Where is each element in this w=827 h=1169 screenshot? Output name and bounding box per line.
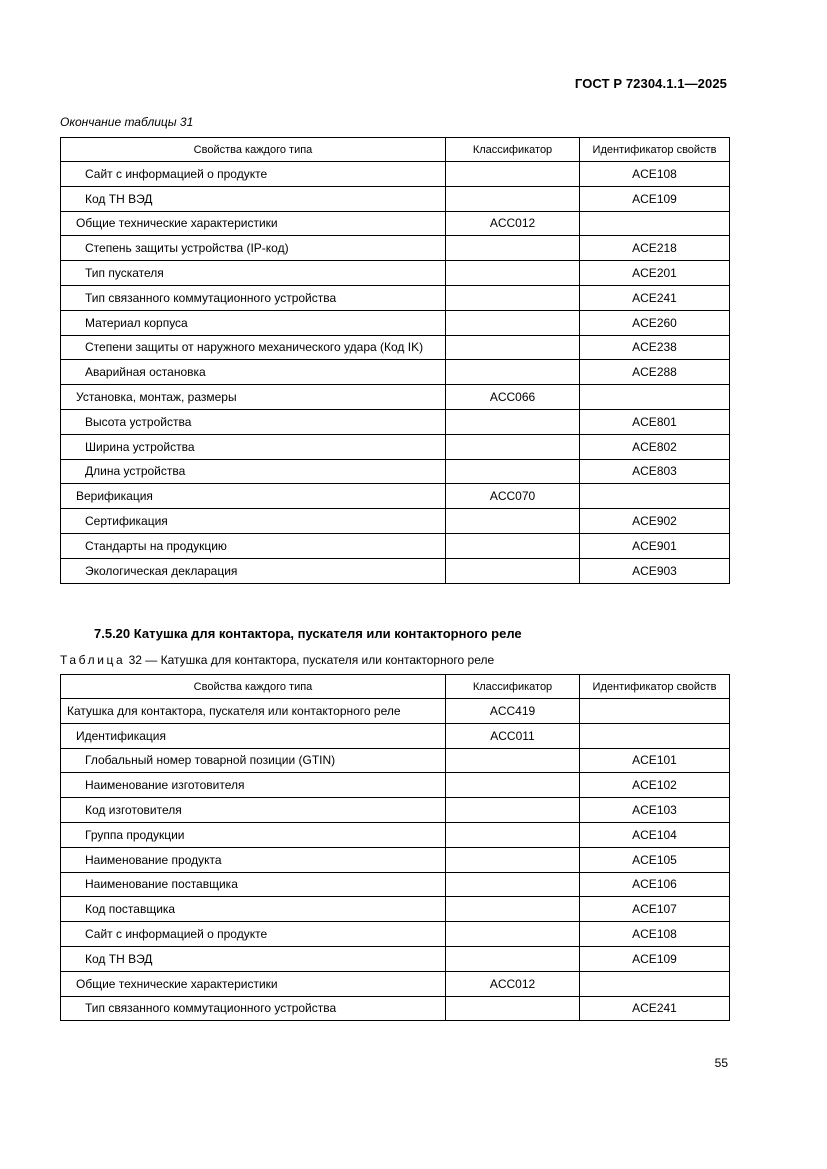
column-header-properties: Свойства каждого типа bbox=[61, 675, 446, 699]
classifier-cell bbox=[446, 360, 580, 385]
table-row bbox=[61, 996, 730, 1021]
property-name-cell: Материал корпуса bbox=[61, 310, 446, 335]
classifier-cell bbox=[446, 798, 580, 823]
property-name-cell: Стандарты на продукцию bbox=[61, 533, 446, 558]
classifier-cell bbox=[446, 822, 580, 847]
table-row bbox=[61, 558, 730, 583]
property-id-cell bbox=[580, 385, 730, 410]
table-row bbox=[61, 211, 730, 236]
classifier-cell bbox=[446, 897, 580, 922]
property-name-cell: Тип пускателя bbox=[61, 261, 446, 286]
table-row bbox=[61, 723, 730, 748]
property-name-cell: Ширина устройства bbox=[61, 434, 446, 459]
classifier-cell bbox=[446, 459, 580, 484]
table-row bbox=[61, 360, 730, 385]
property-id-cell: ACE108 bbox=[580, 922, 730, 947]
property-id-cell bbox=[580, 211, 730, 236]
property-id-cell: ACE260 bbox=[580, 310, 730, 335]
property-id-cell: ACE801 bbox=[580, 409, 730, 434]
column-header-properties: Свойства каждого типа bbox=[61, 138, 446, 162]
table-row bbox=[61, 847, 730, 872]
property-name-cell: Степень защиты устройства (IP-код) bbox=[61, 236, 446, 261]
classifier-cell: ACC070 bbox=[446, 484, 580, 509]
column-header-classifier: Классификатор bbox=[446, 675, 580, 699]
classifier-cell bbox=[446, 434, 580, 459]
property-name-cell: Группа продукции bbox=[61, 822, 446, 847]
property-id-cell: ACE241 bbox=[580, 285, 730, 310]
property-name-cell: Верификация bbox=[61, 484, 446, 509]
property-id-cell bbox=[580, 971, 730, 996]
property-name-cell: Тип связанного коммутационного устройства bbox=[61, 285, 446, 310]
classifier-cell bbox=[446, 748, 580, 773]
property-name-cell: Тип связанного коммутационного устройства bbox=[61, 996, 446, 1021]
section-heading: 7.5.20 Катушка для контактора, пускателя или контакторного реле bbox=[94, 626, 522, 641]
property-name-cell: Сертификация bbox=[61, 509, 446, 534]
table-row bbox=[61, 285, 730, 310]
property-id-cell: ACE107 bbox=[580, 897, 730, 922]
table32-caption bbox=[60, 653, 494, 667]
property-id-cell: ACE103 bbox=[580, 798, 730, 823]
column-header-property-id: Идентификатор свойств bbox=[580, 675, 730, 699]
property-name-cell: Сайт с информацией о продукте bbox=[61, 922, 446, 947]
table-row bbox=[61, 872, 730, 897]
property-id-cell: ACE105 bbox=[580, 847, 730, 872]
table31-caption: Окончание таблицы 31 bbox=[60, 115, 194, 129]
table-row bbox=[61, 409, 730, 434]
property-id-cell: ACE901 bbox=[580, 533, 730, 558]
classifier-cell bbox=[446, 946, 580, 971]
property-name-cell: Степени защиты от наружного механического удара (Код IK) bbox=[61, 335, 446, 360]
classifier-cell bbox=[446, 558, 580, 583]
table-row bbox=[61, 236, 730, 261]
table31-body bbox=[61, 162, 730, 584]
property-name-cell: Длина устройства bbox=[61, 459, 446, 484]
table32-header-row bbox=[61, 675, 730, 699]
property-id-cell bbox=[580, 484, 730, 509]
classifier-cell bbox=[446, 409, 580, 434]
table32-caption-label: Таблица bbox=[60, 653, 126, 667]
property-name-cell: Наименование изготовителя bbox=[61, 773, 446, 798]
property-id-cell: ACE108 bbox=[580, 162, 730, 187]
classifier-cell bbox=[446, 285, 580, 310]
table-row bbox=[61, 162, 730, 187]
classifier-cell bbox=[446, 162, 580, 187]
property-id-cell: ACE238 bbox=[580, 335, 730, 360]
table-row bbox=[61, 186, 730, 211]
classifier-cell bbox=[446, 335, 580, 360]
property-name-cell: Катушка для контактора, пускателя или контакторного реле bbox=[61, 699, 446, 724]
property-id-cell bbox=[580, 699, 730, 724]
classifier-cell bbox=[446, 533, 580, 558]
property-name-cell: Код изготовителя bbox=[61, 798, 446, 823]
table-row bbox=[61, 261, 730, 286]
property-id-cell: ACE288 bbox=[580, 360, 730, 385]
property-id-cell: ACE104 bbox=[580, 822, 730, 847]
table31-header-row bbox=[61, 138, 730, 162]
property-name-cell: Глобальный номер товарной позиции (GTIN) bbox=[61, 748, 446, 773]
classifier-cell bbox=[446, 310, 580, 335]
property-id-cell: ACE902 bbox=[580, 509, 730, 534]
classifier-cell: ACC011 bbox=[446, 723, 580, 748]
property-name-cell: Установка, монтаж, размеры bbox=[61, 385, 446, 410]
property-id-cell: ACE109 bbox=[580, 186, 730, 211]
property-id-cell: ACE109 bbox=[580, 946, 730, 971]
property-id-cell: ACE201 bbox=[580, 261, 730, 286]
table32 bbox=[60, 674, 730, 1021]
property-name-cell: Код ТН ВЭД bbox=[61, 186, 446, 211]
property-name-cell: Аварийная остановка bbox=[61, 360, 446, 385]
table-row bbox=[61, 434, 730, 459]
property-id-cell: ACE218 bbox=[580, 236, 730, 261]
property-id-cell: ACE102 bbox=[580, 773, 730, 798]
classifier-cell: ACC012 bbox=[446, 971, 580, 996]
property-name-cell: Код ТН ВЭД bbox=[61, 946, 446, 971]
property-name-cell: Сайт с информацией о продукте bbox=[61, 162, 446, 187]
classifier-cell bbox=[446, 872, 580, 897]
table31 bbox=[60, 137, 730, 584]
table-row bbox=[61, 773, 730, 798]
classifier-cell bbox=[446, 996, 580, 1021]
property-name-cell: Код поставщика bbox=[61, 897, 446, 922]
table-row bbox=[61, 946, 730, 971]
table-row bbox=[61, 798, 730, 823]
property-id-cell: ACE106 bbox=[580, 872, 730, 897]
classifier-cell bbox=[446, 773, 580, 798]
classifier-cell: ACC012 bbox=[446, 211, 580, 236]
table32-caption-text: 32 — Катушка для контактора, пускателя или контакторного реле bbox=[125, 653, 495, 667]
table-row bbox=[61, 897, 730, 922]
classifier-cell bbox=[446, 847, 580, 872]
property-name-cell: Экологическая декларация bbox=[61, 558, 446, 583]
property-name-cell: Идентификация bbox=[61, 723, 446, 748]
table-row bbox=[61, 822, 730, 847]
property-name-cell: Общие технические характеристики bbox=[61, 211, 446, 236]
property-name-cell: Общие технические характеристики bbox=[61, 971, 446, 996]
table-row bbox=[61, 971, 730, 996]
property-id-cell: ACE802 bbox=[580, 434, 730, 459]
table-row bbox=[61, 335, 730, 360]
classifier-cell bbox=[446, 186, 580, 211]
property-name-cell: Высота устройства bbox=[61, 409, 446, 434]
table-row bbox=[61, 922, 730, 947]
document-header: ГОСТ Р 72304.1.1—2025 bbox=[574, 76, 727, 91]
property-name-cell: Наименование поставщика bbox=[61, 872, 446, 897]
table-row bbox=[61, 748, 730, 773]
classifier-cell bbox=[446, 261, 580, 286]
property-name-cell: Наименование продукта bbox=[61, 847, 446, 872]
page-number: 55 bbox=[714, 1056, 728, 1070]
property-id-cell bbox=[580, 723, 730, 748]
table-row bbox=[61, 310, 730, 335]
table-row bbox=[61, 699, 730, 724]
table-row bbox=[61, 484, 730, 509]
classifier-cell: ACC066 bbox=[446, 385, 580, 410]
classifier-cell bbox=[446, 509, 580, 534]
classifier-cell bbox=[446, 922, 580, 947]
table-row bbox=[61, 533, 730, 558]
classifier-cell: ACC419 bbox=[446, 699, 580, 724]
property-id-cell: ACE241 bbox=[580, 996, 730, 1021]
table32-body bbox=[61, 699, 730, 1021]
classifier-cell bbox=[446, 236, 580, 261]
table-row bbox=[61, 385, 730, 410]
property-id-cell: ACE803 bbox=[580, 459, 730, 484]
table-row bbox=[61, 459, 730, 484]
property-id-cell: ACE903 bbox=[580, 558, 730, 583]
column-header-property-id: Идентификатор свойств bbox=[580, 138, 730, 162]
column-header-classifier: Классификатор bbox=[446, 138, 580, 162]
property-id-cell: ACE101 bbox=[580, 748, 730, 773]
table-row bbox=[61, 509, 730, 534]
